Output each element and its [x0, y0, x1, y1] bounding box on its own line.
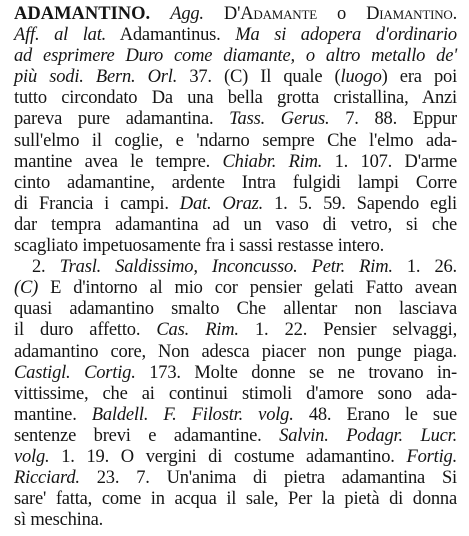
- text-run: il duro affetto.: [14, 320, 157, 341]
- text-run: ) era poi: [381, 67, 458, 88]
- headword: ADAMANTINO.: [14, 4, 151, 24]
- text-run: Tass. Gerus.: [229, 109, 330, 130]
- entry-line: [14, 468, 457, 489]
- entry-line: [14, 173, 457, 194]
- text-run: vittissime, che ai continui stimoli d'amore sono ada-: [14, 383, 457, 404]
- text-run: 173. Molte donne se ne trovano in-: [135, 362, 457, 383]
- text-run: (C): [14, 278, 39, 299]
- text-run: 2.: [32, 257, 60, 278]
- text-run: sare' fatta, come in acqua il sale, Per la pietà di donna: [14, 489, 457, 510]
- text-run: sì meschina.: [14, 510, 104, 531]
- text-run: Chiabr. Rim.: [222, 151, 323, 172]
- entry-line: [14, 299, 457, 320]
- text-run: Agg.: [170, 4, 204, 24]
- text-run: E d'intorno al mio cor pensier gelati Fatto avean: [38, 278, 457, 299]
- text-run: 23. 7. Un'anima di pietra adamantina Si: [79, 468, 457, 489]
- entry-line: [14, 215, 457, 236]
- text-run: Cas. Rim.: [156, 320, 239, 341]
- text-run: Ricciard.: [14, 468, 80, 489]
- text-run: Castigl. Cortig.: [14, 362, 136, 383]
- text-run: di Francia i campi.: [14, 193, 180, 214]
- text-run: dar tempra adamantina ad un vaso di vetro, si che: [14, 214, 457, 235]
- text-run: sentenze brevi e adamantine.: [14, 425, 280, 446]
- text-run: Trasl. Saldissimo, Inconcusso. Petr. Rim.: [59, 257, 393, 278]
- text-run: pareva pure adamantina.: [14, 109, 230, 130]
- text-run: volg.: [14, 446, 50, 467]
- entry-line: [14, 257, 457, 278]
- entry-line: [14, 384, 457, 405]
- entry-line: [14, 320, 457, 341]
- entry-line: [14, 152, 457, 173]
- entry-line: [14, 109, 457, 130]
- entry-line: [14, 363, 457, 384]
- entry-line: [14, 236, 457, 257]
- text-run: 1. 19. O vergini di costume adamantino.: [49, 446, 407, 467]
- text-run: quasi adamantino smalto Che allentar non lasciava: [14, 299, 457, 320]
- text-run: adamantino core, Non adesca piacer non punge piaga.: [14, 341, 457, 362]
- text-run: Baldell. F. Filostr. volg.: [91, 404, 294, 425]
- entry-line: [14, 131, 457, 152]
- text-run: mantine avea le tempre.: [14, 151, 223, 172]
- text-run: più sodi. Bern. Orl.: [14, 67, 178, 88]
- text-run: 7. 88. Eppur: [329, 109, 457, 130]
- text-run: cinto adamantine, ardente Intra fulgidi lampi Corre: [14, 172, 457, 193]
- entry-line: [14, 25, 457, 46]
- entry-line: [14, 342, 457, 363]
- entry-line: [14, 278, 457, 299]
- text-run: Fortig.: [406, 446, 457, 467]
- entry-line: [14, 447, 457, 468]
- text-run: 37. (C) Il quale (: [177, 67, 341, 88]
- text-run: ad esprimere Duro come diamante, o altro metallo de': [14, 46, 457, 67]
- text-run: 1. 26.: [392, 257, 457, 278]
- entry-line: [14, 405, 457, 426]
- entry-line: [14, 67, 457, 88]
- entry-line: [14, 510, 457, 531]
- entry-line: [14, 489, 457, 510]
- text-run: tutto circondato Da una bella grotta cristallina, Anzi: [14, 88, 457, 109]
- entry-line: [14, 194, 457, 215]
- text-run: Adamantinus.: [106, 25, 236, 46]
- text-run: o: [316, 4, 367, 24]
- text-run: Diamantino.: [366, 4, 458, 24]
- text-run: 48. Erano le sue: [293, 404, 457, 425]
- text-run: Aff. al lat.: [14, 25, 107, 46]
- text-run: Salvin. Podagr. Lucr.: [279, 425, 457, 446]
- text-run: 1. 107. D'arme: [322, 151, 458, 172]
- text-run: 1. 5. 59. Sapendo egli: [263, 193, 457, 214]
- entry-line: [14, 88, 457, 109]
- text-run: sull'elmo il coglie, e 'ndarno sempre Che l'elmo ada-: [14, 130, 457, 151]
- text-run: Adamante: [240, 4, 317, 24]
- text-run: luogo: [340, 67, 382, 88]
- text-run: D': [203, 4, 241, 24]
- text-run: 1. 22. Pensier selvaggi,: [238, 320, 457, 341]
- entry-line: [14, 46, 457, 67]
- entry-line: [14, 426, 457, 447]
- entry-headline: [14, 4, 457, 25]
- text-run: scagliato impetuosamente fra i sassi restasse intero.: [14, 236, 385, 257]
- text-run: [150, 4, 170, 24]
- text-run: mantine.: [14, 404, 92, 425]
- text-run: Ma si adopera d'ordinario: [235, 25, 457, 46]
- text-run: Dat. Oraz.: [179, 193, 264, 214]
